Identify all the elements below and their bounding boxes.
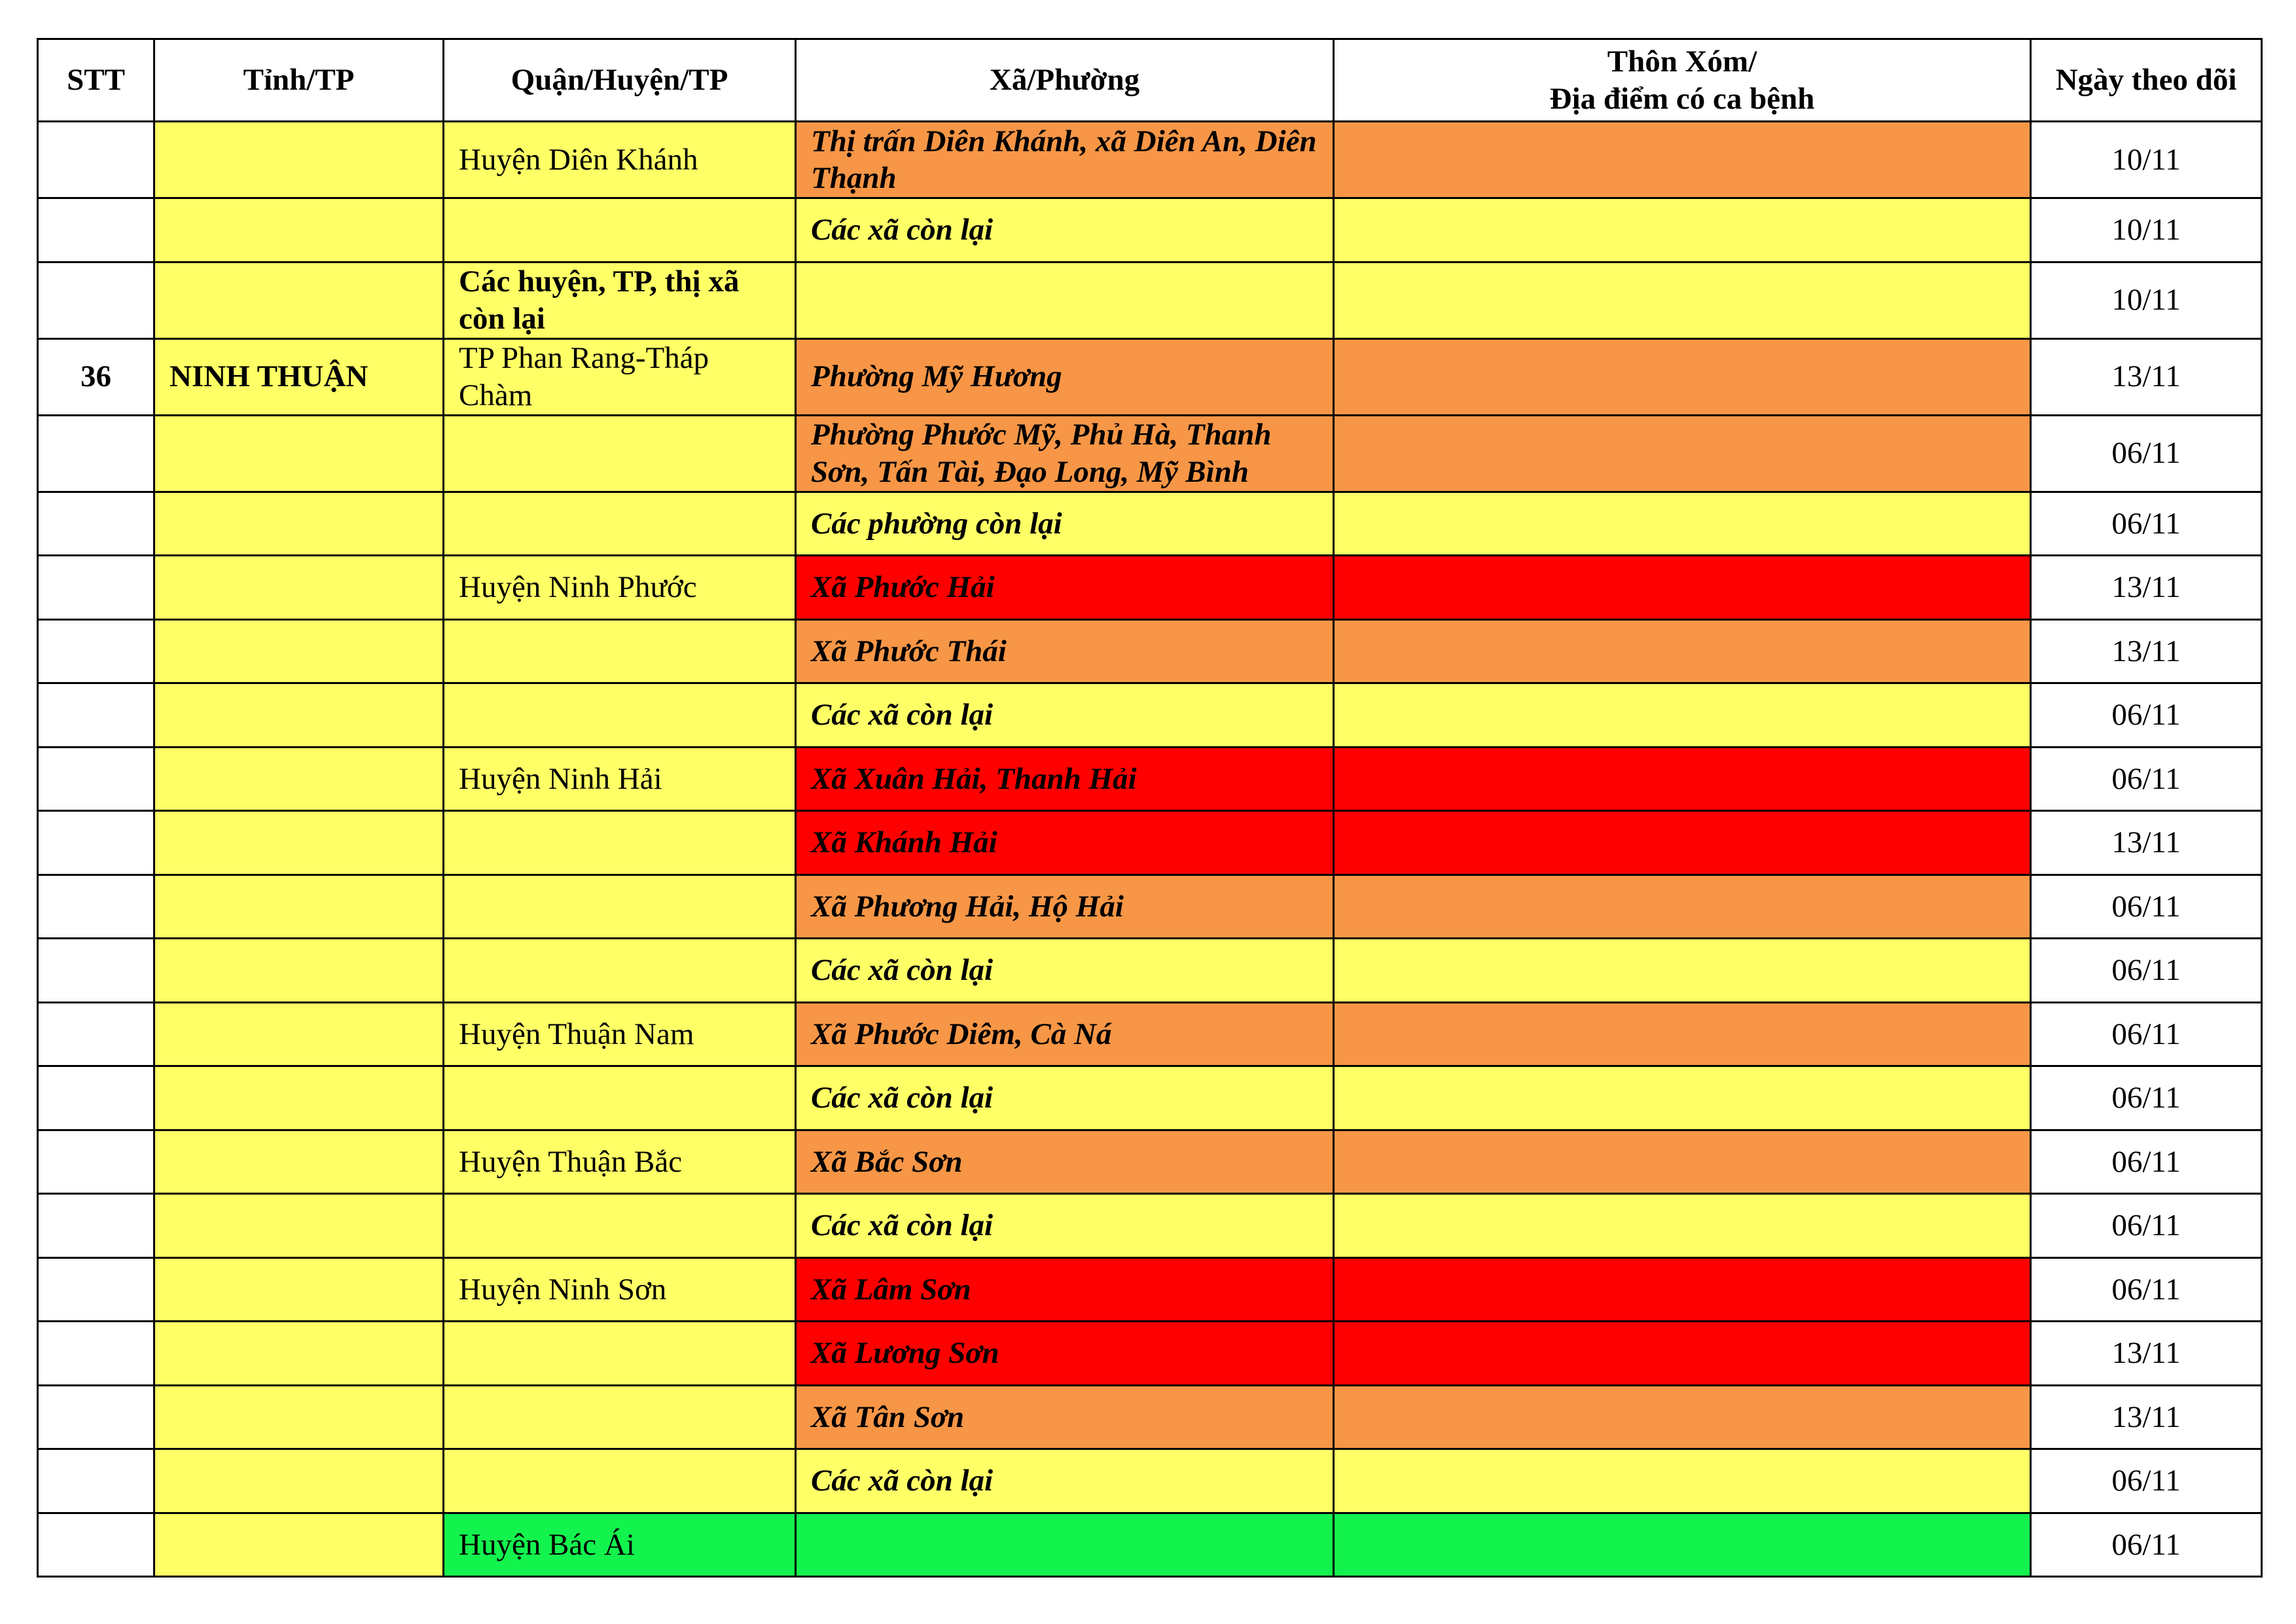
cell-district: Huyện Diên Khánh xyxy=(444,122,796,198)
cell-stt xyxy=(38,556,154,620)
cell-stt xyxy=(38,1066,154,1130)
cell-province xyxy=(154,747,444,811)
table-row xyxy=(38,492,2262,556)
cell-province xyxy=(154,1257,444,1322)
cell-ward: Các phường còn lại xyxy=(796,492,1334,556)
cell-district xyxy=(444,1449,796,1513)
header-ward: Xã/Phường xyxy=(796,39,1334,122)
cell-province xyxy=(154,1066,444,1130)
header-date: Ngày theo dõi xyxy=(2031,39,2262,122)
table-row xyxy=(38,1449,2262,1513)
cell-province xyxy=(154,1385,444,1449)
cell-ward: Xã Phước Thái xyxy=(796,619,1334,683)
cell-hamlet xyxy=(1334,683,2031,748)
cell-province xyxy=(154,619,444,683)
cell-stt xyxy=(38,875,154,939)
cell-ward: Xã Lâm Sơn xyxy=(796,1257,1334,1322)
cell-stt xyxy=(38,1449,154,1513)
cell-date: 06/11 xyxy=(2031,875,2262,939)
cell-date: 06/11 xyxy=(2031,939,2262,1003)
cell-stt xyxy=(38,683,154,748)
cell-district xyxy=(444,1385,796,1449)
cell-ward: Xã Phương Hải, Hộ Hải xyxy=(796,875,1334,939)
cell-stt xyxy=(38,1385,154,1449)
cell-ward: Xã Tân Sơn xyxy=(796,1385,1334,1449)
cell-stt xyxy=(38,198,154,262)
cell-district xyxy=(444,939,796,1003)
cell-province xyxy=(154,1449,444,1513)
cell-district: Huyện Thuận Nam xyxy=(444,1002,796,1066)
cell-hamlet xyxy=(1334,1194,2031,1258)
cell-hamlet xyxy=(1334,875,2031,939)
cell-hamlet xyxy=(1334,556,2031,620)
cell-province xyxy=(154,198,444,262)
cell-hamlet xyxy=(1334,492,2031,556)
cell-province xyxy=(154,1513,444,1577)
cell-hamlet xyxy=(1334,619,2031,683)
cell-date: 06/11 xyxy=(2031,1513,2262,1577)
cell-hamlet xyxy=(1334,262,2031,338)
cell-ward: Các xã còn lại xyxy=(796,1449,1334,1513)
cell-province xyxy=(154,415,444,492)
cell-ward xyxy=(796,1513,1334,1577)
cell-date: 13/11 xyxy=(2031,619,2262,683)
cell-province xyxy=(154,262,444,338)
cell-hamlet xyxy=(1334,1130,2031,1194)
table-row xyxy=(38,619,2262,683)
cell-ward: Xã Khánh Hải xyxy=(796,811,1334,875)
cell-district xyxy=(444,1194,796,1258)
cell-district xyxy=(444,1066,796,1130)
table-row xyxy=(38,1130,2262,1194)
table-row xyxy=(38,747,2262,811)
cell-district xyxy=(444,875,796,939)
cell-district xyxy=(444,492,796,556)
table-row xyxy=(38,1257,2262,1322)
cell-date: 06/11 xyxy=(2031,1194,2262,1258)
table-row xyxy=(38,1322,2262,1386)
cell-district: TP Phan Rang-Tháp Chàm xyxy=(444,338,796,415)
cell-district: Các huyện, TP, thị xã còn lại xyxy=(444,262,796,338)
header-hamlet-line1: Thôn Xóm/ xyxy=(1607,45,1757,79)
cell-province xyxy=(154,1194,444,1258)
cell-ward xyxy=(796,262,1334,338)
cell-district xyxy=(444,415,796,492)
cell-ward: Các xã còn lại xyxy=(796,939,1334,1003)
cell-stt xyxy=(38,747,154,811)
table-body xyxy=(38,122,2262,1577)
cell-ward: Các xã còn lại xyxy=(796,683,1334,748)
table-header xyxy=(38,39,2262,122)
cell-stt xyxy=(38,1322,154,1386)
table-row xyxy=(38,875,2262,939)
cell-ward: Thị trấn Diên Khánh, xã Diên An, Diên Thạnh xyxy=(796,122,1334,198)
cell-date: 13/11 xyxy=(2031,1322,2262,1386)
cell-stt xyxy=(38,262,154,338)
cell-ward: Xã Phước Diêm, Cà Ná xyxy=(796,1002,1334,1066)
cell-ward: Các xã còn lại xyxy=(796,198,1334,262)
cell-district xyxy=(444,1322,796,1386)
cell-stt xyxy=(38,811,154,875)
table-row xyxy=(38,1385,2262,1449)
cell-hamlet xyxy=(1334,1066,2031,1130)
cell-district: Huyện Bác Ái xyxy=(444,1513,796,1577)
table-row xyxy=(38,683,2262,748)
header-row xyxy=(38,39,2262,122)
cell-date: 06/11 xyxy=(2031,747,2262,811)
cell-stt xyxy=(38,122,154,198)
cell-district xyxy=(444,683,796,748)
cell-hamlet xyxy=(1334,198,2031,262)
table-row xyxy=(38,1194,2262,1258)
cell-district: Huyện Ninh Phước xyxy=(444,556,796,620)
cell-date: 06/11 xyxy=(2031,683,2262,748)
cell-province xyxy=(154,811,444,875)
cell-ward: Xã Xuân Hải, Thanh Hải xyxy=(796,747,1334,811)
table-row xyxy=(38,556,2262,620)
cell-date: 06/11 xyxy=(2031,1002,2262,1066)
header-district: Quận/Huyện/TP xyxy=(444,39,796,122)
cell-hamlet xyxy=(1334,811,2031,875)
table-row xyxy=(38,122,2262,198)
cell-hamlet xyxy=(1334,338,2031,415)
cell-province xyxy=(154,122,444,198)
cell-stt xyxy=(38,415,154,492)
cell-ward: Xã Phước Hải xyxy=(796,556,1334,620)
cell-ward: Phường Mỹ Hương xyxy=(796,338,1334,415)
cell-date: 06/11 xyxy=(2031,1449,2262,1513)
table-row xyxy=(38,939,2262,1003)
cell-ward: Xã Lương Sơn xyxy=(796,1322,1334,1386)
cell-date: 06/11 xyxy=(2031,492,2262,556)
cell-stt xyxy=(38,492,154,556)
cell-stt xyxy=(38,1002,154,1066)
cell-stt xyxy=(38,1194,154,1258)
cell-date: 13/11 xyxy=(2031,338,2262,415)
cell-district: Huyện Ninh Sơn xyxy=(444,1257,796,1322)
table-row xyxy=(38,338,2262,415)
cell-date: 10/11 xyxy=(2031,198,2262,262)
cell-province xyxy=(154,556,444,620)
cell-date: 06/11 xyxy=(2031,1130,2262,1194)
cell-province xyxy=(154,1002,444,1066)
header-hamlet xyxy=(1334,39,2031,122)
cell-province xyxy=(154,875,444,939)
cell-province xyxy=(154,1130,444,1194)
cell-province xyxy=(154,492,444,556)
cell-ward: Các xã còn lại xyxy=(796,1194,1334,1258)
cell-hamlet xyxy=(1334,939,2031,1003)
cell-stt xyxy=(38,1130,154,1194)
cell-district xyxy=(444,619,796,683)
cell-date: 10/11 xyxy=(2031,262,2262,338)
table-row xyxy=(38,415,2262,492)
cell-stt xyxy=(38,939,154,1003)
cell-district xyxy=(444,811,796,875)
header-hamlet-line2: Địa điểm có ca bệnh xyxy=(1549,81,1815,116)
cell-ward: Xã Bắc Sơn xyxy=(796,1130,1334,1194)
cell-stt xyxy=(38,1513,154,1577)
cell-hamlet xyxy=(1334,747,2031,811)
cell-date: 13/11 xyxy=(2031,1385,2262,1449)
cell-hamlet xyxy=(1334,1513,2031,1577)
cell-district: Huyện Ninh Hải xyxy=(444,747,796,811)
cell-province xyxy=(154,1322,444,1386)
cell-date: 06/11 xyxy=(2031,1257,2262,1322)
cell-district: Huyện Thuận Bắc xyxy=(444,1130,796,1194)
cell-stt xyxy=(38,1257,154,1322)
cell-date: 10/11 xyxy=(2031,122,2262,198)
table-row xyxy=(38,1513,2262,1577)
cell-date: 13/11 xyxy=(2031,811,2262,875)
cell-district xyxy=(444,198,796,262)
epidemic-level-table xyxy=(37,38,2263,1578)
cell-province xyxy=(154,683,444,748)
table-row xyxy=(38,811,2262,875)
cell-hamlet xyxy=(1334,122,2031,198)
cell-hamlet xyxy=(1334,1385,2031,1449)
header-stt: STT xyxy=(38,39,154,122)
cell-hamlet xyxy=(1334,415,2031,492)
cell-date: 06/11 xyxy=(2031,415,2262,492)
cell-ward: Phường Phước Mỹ, Phủ Hà, Thanh Sơn, Tấn Tài, Đạo Long, Mỹ Bình xyxy=(796,415,1334,492)
cell-hamlet xyxy=(1334,1002,2031,1066)
cell-hamlet xyxy=(1334,1322,2031,1386)
cell-ward: Các xã còn lại xyxy=(796,1066,1334,1130)
cell-stt: 36 xyxy=(38,338,154,415)
cell-hamlet xyxy=(1334,1449,2031,1513)
cell-date: 13/11 xyxy=(2031,556,2262,620)
table-row xyxy=(38,1066,2262,1130)
cell-province: NINH THUẬN xyxy=(154,338,444,415)
cell-hamlet xyxy=(1334,1257,2031,1322)
table-row xyxy=(38,1002,2262,1066)
cell-date: 06/11 xyxy=(2031,1066,2262,1130)
table-row xyxy=(38,262,2262,338)
table-row xyxy=(38,198,2262,262)
header-province: Tỉnh/TP xyxy=(154,39,444,122)
cell-province xyxy=(154,939,444,1003)
cell-stt xyxy=(38,619,154,683)
